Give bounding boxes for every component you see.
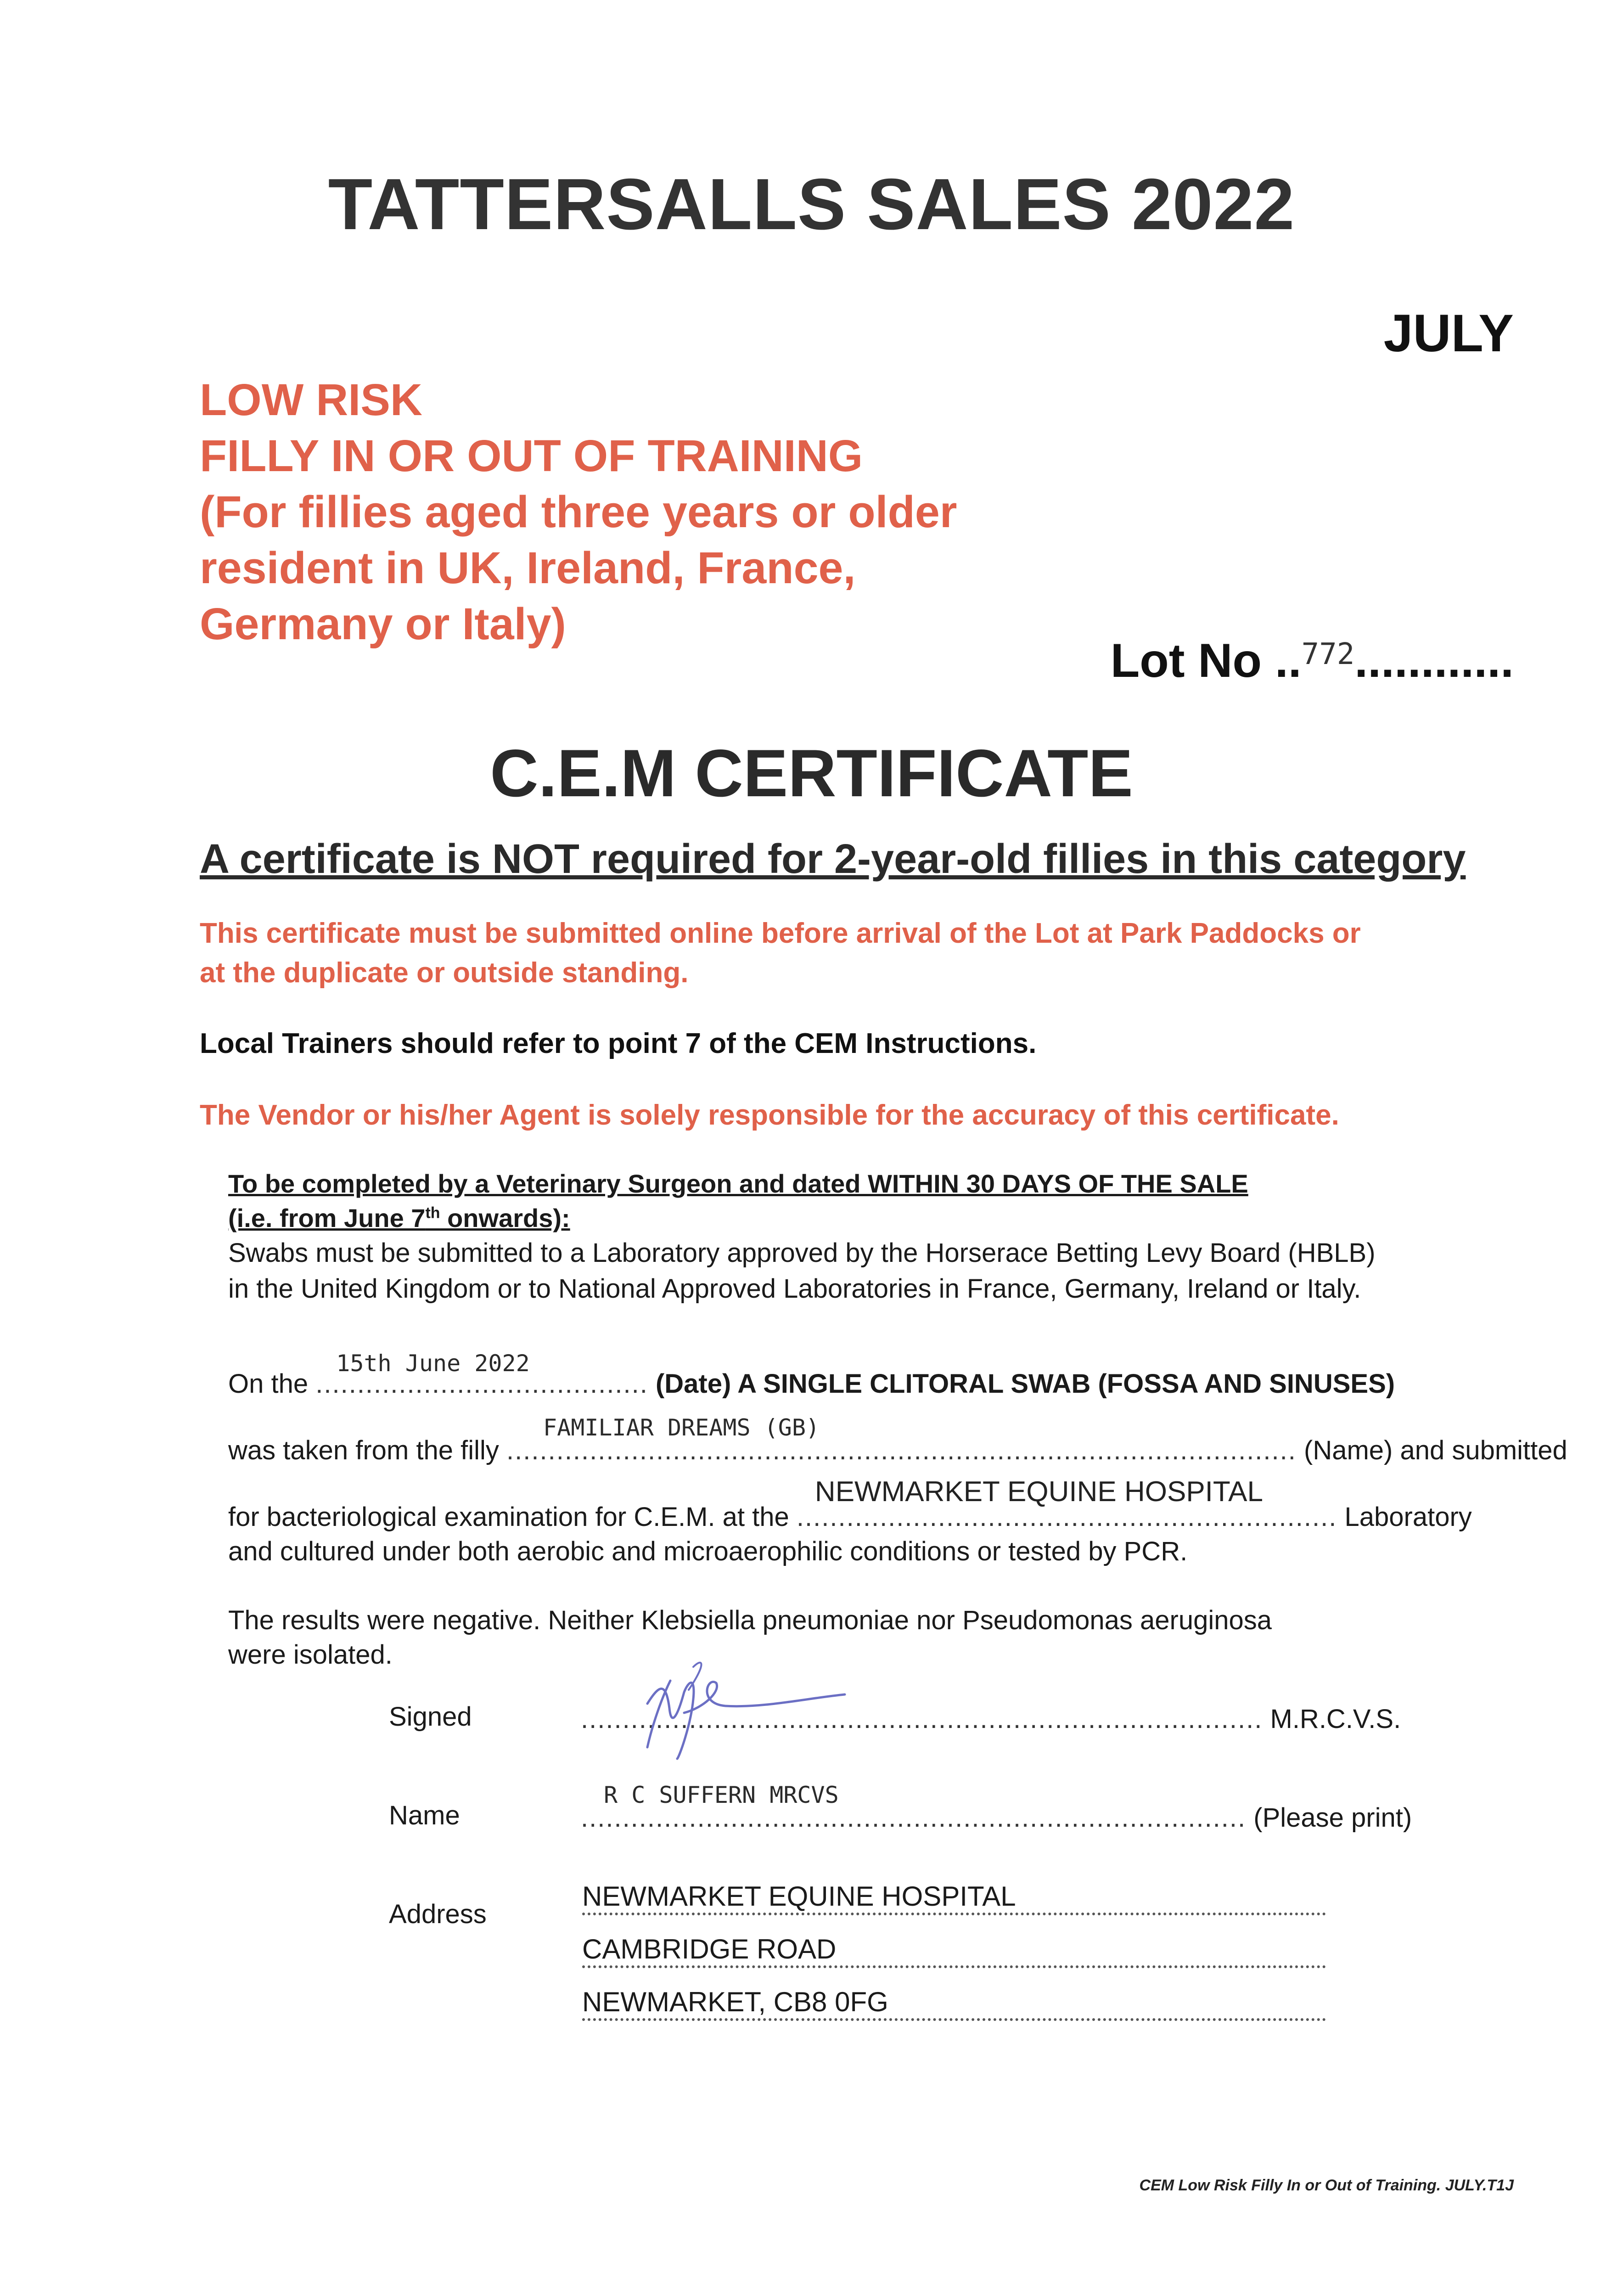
lot-number: Lot No ..$^{772}$............	[1110, 634, 1514, 687]
local-trainers-notice: Local Trainers should refer to point 7 of the CEM Instructions.	[200, 1028, 1037, 1059]
results-statement: The results were negative. Neither Klebsiella pneumoniae nor Pseudomonas aeruginosa	[228, 1605, 1272, 1635]
category-line: (For fillies aged three years or older	[200, 487, 957, 537]
vendor-responsibility-notice: The Vendor or his/her Agent is solely responsible for the accuracy of this certificate.	[200, 1099, 1339, 1131]
laboratory-line: for bacteriological examination for C.E.M. at the ................................................................. NEWMARKET EQUINE HOSPITAL Laboratory	[228, 1499, 1472, 1535]
signature-line: .................................................................................. M.R.C.V.S.	[581, 1704, 1401, 1734]
name-label: Name	[389, 1801, 460, 1830]
document-title: TATTERSALLS SALES 2022	[328, 164, 1295, 245]
vet-section-heading: To be completed by a Veterinary Surgeon and dated WITHIN 30 DAYS OF THE SALE	[228, 1169, 1248, 1198]
lot-value: 772	[1301, 637, 1355, 671]
vet-name-field[interactable]: R C SUFFERN MRCVS	[604, 1782, 839, 1808]
category-line: LOW RISK	[200, 375, 422, 425]
filly-name-field[interactable]: FAMILIAR DREAMS (GB)	[543, 1414, 820, 1441]
results-statement: were isolated.	[228, 1640, 393, 1670]
swabs-requirement: Swabs must be submitted to a Laboratory approved by the Horserace Betting Levy Board (HBLB)	[228, 1238, 1376, 1268]
laboratory-field[interactable]: NEWMARKET EQUINE HOSPITAL	[814, 1476, 1263, 1508]
lot-label: Lot No	[1110, 634, 1262, 687]
form-reference: CEM Low Risk Filly In or Out of Training. JULY.T1J	[1139, 2177, 1514, 2194]
filly-line: was taken from the filly ............................................................................................... FAMILIAR DREAMS (GB) (Name) and submitted	[228, 1433, 1567, 1469]
sale-month: JULY	[1383, 304, 1514, 363]
certificate-heading: C.E.M CERTIFICATE	[490, 736, 1133, 810]
swabs-requirement: in the United Kingdom or to National Approved Laboratories in France, Germany, Ireland or Italy.	[228, 1274, 1361, 1304]
submit-online-notice: at the duplicate or outside standing.	[200, 957, 689, 989]
address-label: Address	[389, 1899, 487, 1929]
name-line: ................................................................................ R C SUFFERN MRCVS (Please print)	[581, 1800, 1412, 1836]
address-line[interactable]: NEWMARKET EQUINE HOSPITAL	[582, 1880, 1326, 1915]
vet-signature	[615, 1649, 854, 1763]
category-line: Germany or Italy)	[200, 599, 566, 649]
not-required-note: A certificate is NOT required for 2-year-old fillies in this category	[200, 836, 1466, 882]
date-field[interactable]: 15th June 2022	[336, 1350, 530, 1377]
address-line[interactable]: CAMBRIDGE ROAD	[582, 1933, 1326, 1968]
address-line[interactable]: NEWMARKET, CB8 0FG	[582, 1986, 1326, 2021]
signed-label: Signed	[389, 1702, 472, 1732]
vet-section-date-range: (i.e. from June 7th onwards):	[228, 1204, 570, 1232]
category-line: FILLY IN OR OUT OF TRAINING	[200, 431, 863, 481]
date-line: On the ........................................ 15th June 2022 (Date) A SINGLE CLITORAL SWAB (FOSSA AND SINUSES)	[228, 1366, 1395, 1402]
submit-online-notice: This certificate must be submitted online before arrival of the Lot at Park Paddocks or	[200, 917, 1361, 949]
culture-conditions: and cultured under both aerobic and microaerophilic conditions or tested by PCR.	[228, 1536, 1188, 1566]
category-line: resident in UK, Ireland, France,	[200, 543, 856, 593]
